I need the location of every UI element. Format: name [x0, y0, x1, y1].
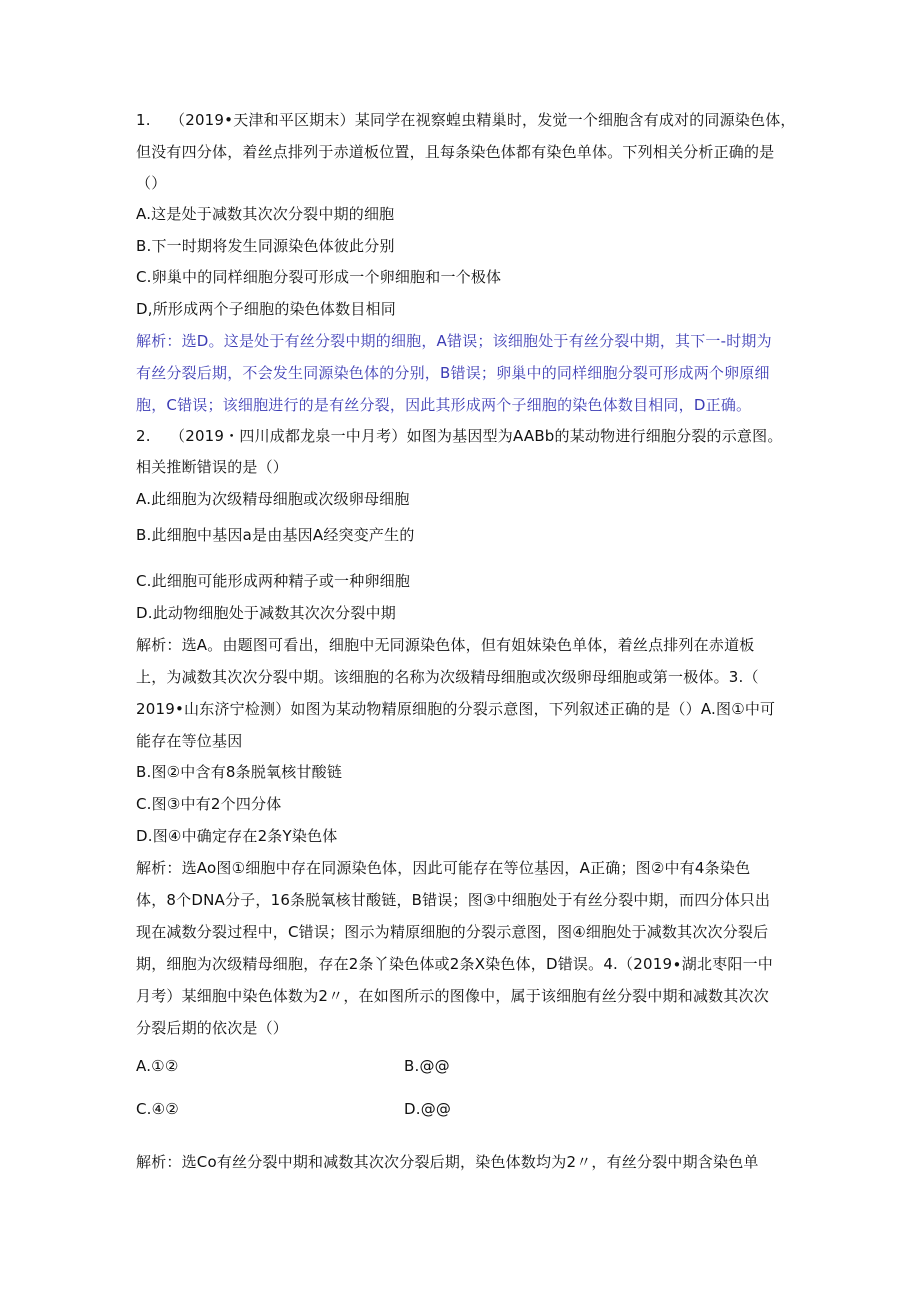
- q3-analysis-line-3: 现在减数分裂过程中，C错误；图示为精原细胞的分裂示意图，图④细胞处于减数其次次分裂后: [136, 923, 769, 941]
- q4-option-b: B.@@: [404, 1057, 450, 1075]
- q1-analysis-line-2: 有丝分裂后期，不会发生同源染色体的分别，B错误；卵巢中的同样细胞分裂可形成两个卵原细: [136, 364, 770, 382]
- q4-option-d: D.@@: [404, 1100, 452, 1118]
- q1-option-d: D,所形成两个子细胞的染色体数目相同: [136, 300, 396, 318]
- q2-analysis-line-2: 上，为减数其次次分裂中期。该细胞的名称为次级精母细胞或次级卵母细胞或第一极体。3.（: [136, 668, 759, 686]
- q3-analysis-line-5: 月考）某细胞中染色体数为2〃，在如图所示的图像中，属于该细胞有丝分裂中期和减数其次次: [136, 987, 769, 1005]
- q2-option-d: D.此动物细胞处于减数其次次分裂中期: [136, 604, 396, 622]
- q1-analysis-line-3: 胞，C错误；该细胞进行的是有丝分裂，因此其形成两个子细胞的染色体数目相同，D正确。: [136, 396, 752, 414]
- q4-analysis-line-1: 解析：选Co有丝分裂中期和减数其次次分裂后期，染色体数均为2〃，有丝分裂中期含染色单: [136, 1153, 759, 1171]
- q2-option-c: C.此细胞可能形成两种精子或一种卵细胞: [136, 572, 411, 590]
- q1-option-a: A.这是处于减数其次次分裂中期的细胞: [136, 205, 395, 223]
- q2-stem-line-2: 相关推断错误的是（）: [136, 458, 289, 476]
- q2-analysis-line-4: 能存在等位基因: [136, 732, 243, 750]
- q2-option-a: A.此细胞为次级精母细胞或次级卵母细胞: [136, 490, 410, 508]
- q1-number: 1.: [136, 111, 151, 129]
- q3-option-c: C.图③中有2个四分体: [136, 795, 282, 813]
- q2-analysis-line-1: 解析：选A。由题图可看出，细胞中无同源染色体，但有姐妹染色单体，着丝点排列在赤道板: [136, 636, 755, 654]
- q1-analysis-line-1: 解析：选D。这是处于有丝分裂中期的细胞，A错误；该细胞处于有丝分裂中期，其下一-时期为: [136, 332, 772, 350]
- q3-option-d: D.图④中确定存在2条Y染色体: [136, 827, 338, 845]
- q2-option-b: B.此细胞中基因a是由基因A经突变产生的: [136, 526, 415, 544]
- q1-stem-line-1: 1. （2019•天津和平区期末）某同学在视察蝗虫精巢时，发觉一个细胞含有成对的同源染色体，: [136, 111, 796, 129]
- q1-stem-line-2: 但没有四分体，着丝点排列于赤道板位置，且每条染色体都有染色单体。下列相关分析正确的是: [136, 143, 775, 161]
- q1-option-b: B.下一时期将发生同源染色体彼此分别: [136, 237, 395, 255]
- q4-option-a: A.①②: [136, 1057, 179, 1075]
- q3-analysis-line-4: 期，细胞为次级精母细胞，存在2条丫染色体或2条X染色体，D错误。4.（2019∙湖北枣阳一中: [136, 955, 773, 973]
- q3-option-b: B.图②中含有8条脱氧核甘酸链: [136, 763, 343, 781]
- q2-number: 2.: [136, 427, 151, 445]
- q1-stem-line-3: （）: [136, 174, 167, 192]
- q1-option-c: C.卵巢中的同样细胞分裂可形成一个卵细胞和一个极体: [136, 268, 502, 286]
- q3-analysis-line-6: 分裂后期的依次是（）: [136, 1019, 289, 1037]
- q2-stem-line-1: 2. （2019・四川成都龙泉一中月考）如图为基因型为AABb的某动物进行细胞分裂的示意图。: [136, 427, 783, 445]
- q2-analysis-line-3: 2019•山东济宁检测）如图为某动物精原细胞的分裂示意图，下列叙述正确的是（）A.图①中可: [136, 700, 776, 718]
- q4-option-c: C.④②: [136, 1100, 179, 1118]
- q3-analysis-line-1: 解析：选Ao图①细胞中存在同源染色体，因此可能存在等位基因，A正确；图②中有4条染色: [136, 859, 751, 877]
- q3-analysis-line-2: 体，8个DNA分子，16条脱氧核甘酸链，B错误；图③中细胞处于有丝分裂中期，而四分体只出: [136, 891, 771, 909]
